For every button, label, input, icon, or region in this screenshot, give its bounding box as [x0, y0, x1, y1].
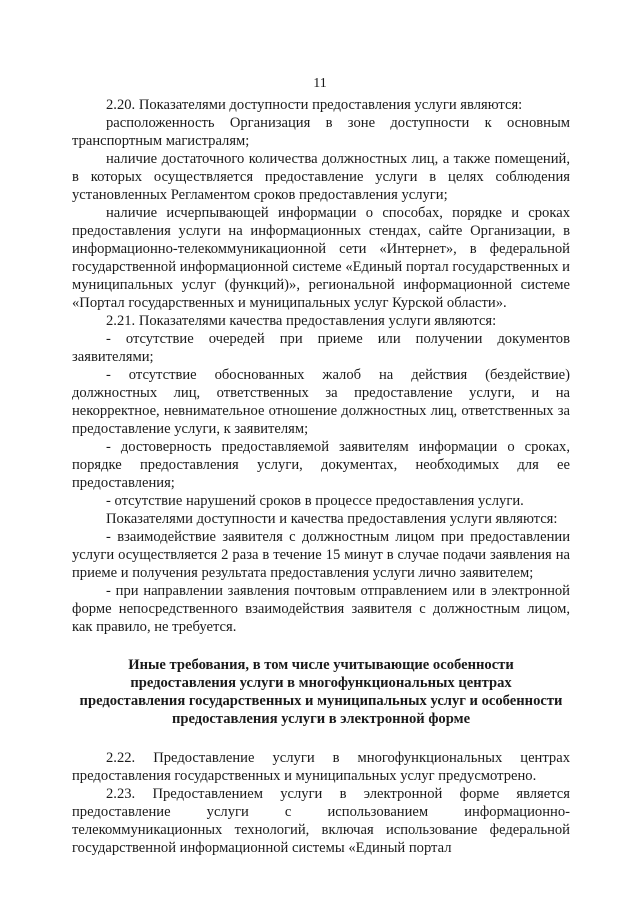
combined-indicators-item: - при направлении заявления почтовым отправлением или в электронной форме непосредственного взаимодействия заявителя с должностным лицом, как правило, не требуется. — [72, 583, 570, 635]
section-heading-line: предоставления государственных и муниципальных услуг и особенности — [79, 693, 563, 709]
section-2-21-item: - отсутствие обоснованных жалоб на действия (бездействие) должностных лиц, ответственных за предоставление услуги, и на некорректное, невнимательное отношение должностных лиц, ответственных за предоставление услуги, к заявителям; — [72, 367, 570, 437]
section-2-20-item: наличие достаточного количества должностных лиц, а также помещений, в которых осуществляется предоставление услуги в целях соблюдения установленных Регламентом сроков предоставления услуги; — [72, 151, 570, 203]
section-2-23: 2.23. Предоставлением услуги в электронной форме является предоставление услуги с использованием информационно-телекоммуникационных технологий, включая использование федеральной государственной информационной системы «Единый портал — [72, 786, 570, 856]
section-2-21-item: - отсутствие нарушений сроков в процессе предоставления услуги. — [106, 493, 524, 509]
section-2-20-intro: 2.20. Показателями доступности предоставления услуги являются: — [106, 97, 523, 113]
section-2-21-item: - отсутствие очередей при приеме или получении документов заявителями; — [72, 331, 570, 365]
section-2-20-item: наличие исчерпывающей информации о способах, порядке и сроках предоставления услуги на информационных стендах, сайте Организации, в информационно-телекоммуникационной сети «Интернет», в федеральной государственной информационной системе «Единый портал государственных и муниципальных услуг (функций)», региональной информационной системе «Портал государственных и муниципальных услуг Курской области». — [72, 205, 570, 311]
combined-indicators-intro: Показателями доступности и качества предоставления услуги являются: — [106, 511, 558, 527]
page-number: 11 — [313, 76, 327, 91]
section-heading-line: предоставления услуги в электронной форме — [171, 711, 471, 727]
section-2-20-item: расположенность Организация в зоне доступности к основным транспортным магистралям; — [72, 115, 570, 149]
section-2-21-item: - достоверность предоставляемой заявителям информации о сроках, порядке предоставления услуги, документах, необходимых для ее предоставления; — [72, 439, 570, 491]
document-body — [72, 96, 570, 857]
section-2-21-intro: 2.21. Показателями качества предоставления услуги являются: — [106, 313, 497, 329]
section-heading-line: Иные требования, в том числе учитывающие особенности — [128, 657, 514, 673]
section-2-22: 2.22. Предоставление услуги в многофункциональных центрах предоставления государственных и муниципальных услуг предусмотрено. — [72, 750, 570, 784]
section-heading-line: предоставления услуги в многофункциональных центрах — [130, 675, 512, 691]
section-heading — [72, 656, 570, 728]
combined-indicators-item: - взаимодействие заявителя с должностным лицом при предоставлении услуги осуществляется 2 раза в течение 15 минут в случае подачи заявления на приеме и получения результата предоставления услуги лично заявителем; — [72, 529, 570, 581]
